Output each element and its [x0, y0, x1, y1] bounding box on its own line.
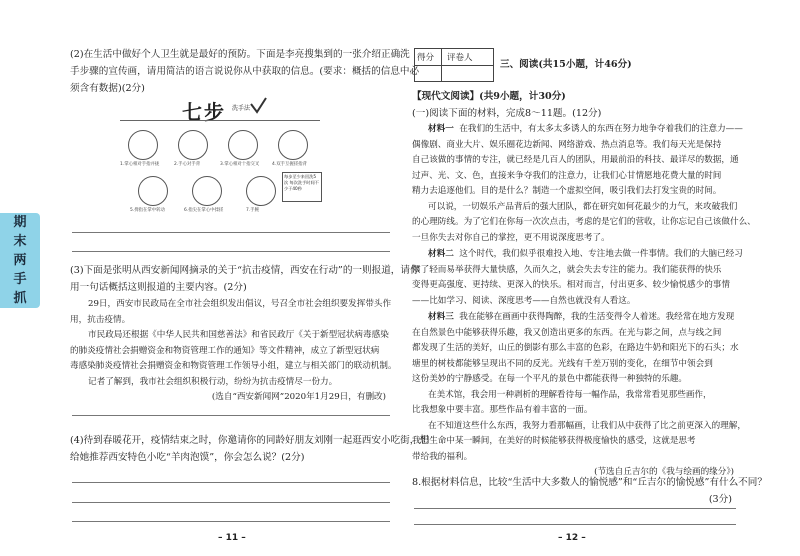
hand-step-icon: [178, 130, 208, 160]
q2-line: 手步骤的宣传画，请用简洁的语言说说你从中获取的信息。(要求：概括的信息中必: [70, 66, 420, 77]
answer-line[interactable]: [72, 482, 390, 483]
material-line: 可以说，一切娱乐产品背后的强大团队，都在研究如何花最少的力气，来攻破我们: [428, 201, 738, 212]
news-line: 毒感染肺炎疫情社会捐赠资金和物资管理工作领导小组，建立与相关部门的联动机制。: [70, 361, 397, 371]
step-caption: 3.掌心相对十指交叉: [220, 162, 260, 167]
q3-line: (3)下面是张明从西安新闻网摘录的关于“抗击疫情，西安在行动”的一则报道，请你: [70, 265, 420, 276]
page-number-left: – 11 –: [218, 533, 246, 543]
q3-line: 用一句话概括这则报道的主要内容。(2分): [70, 282, 247, 293]
material-line: 精力去追逐他们。目的是什么？制造一个虚拟空间，吸引我们去打发宝贵的时间。: [412, 186, 722, 196]
material-2: [412, 247, 743, 309]
side-tab-char: 手: [13, 272, 27, 287]
material-line: 在自然景色中能够获得乐趣，我又创造出更多的东西。在光与影之间，点与线之间: [412, 327, 722, 338]
material-line: 在不知道这些什么东西，我努力看那幅画，让我们从中获得了比之前更深入的理解，: [428, 420, 746, 431]
q4-line: 给她推荐西安特色小吃“羊肉泡馍”，你会怎么说？(2分): [70, 452, 305, 463]
news-line: 的肺炎疫情社会捐赠资金和物资管理工作的通知》等文件精神，成立了新型冠状病: [70, 345, 380, 356]
material-line: 我们生命中某一瞬间，在美好的时候能够获得极度愉快的感受，这就是思考: [412, 436, 696, 446]
material-line: 这份美妙的宁静感受。在每一个平凡的景色中都能获得一种独特的乐趣。: [412, 374, 688, 384]
question-4: [70, 432, 429, 466]
reading-header: [412, 88, 736, 122]
question-3: [70, 262, 420, 296]
answer-line[interactable]: [72, 415, 390, 416]
step-caption: 4.双手互握搓指背: [272, 162, 307, 167]
material-line: 都发现了生活的美好，山丘的倒影有那么丰富的色彩，在路边牛奶和阳光下的石头；水: [412, 343, 739, 353]
hand-step-icon: [228, 130, 258, 160]
page-number-right: – 12 –: [558, 533, 586, 543]
material-line: ——比如学习、阅读、深度思考——自然也就没有人看这。: [412, 295, 636, 306]
side-tab-char: 抓: [13, 291, 27, 306]
q4-line: (4)待到春暖花开，疫情结束之时，你邀请你的同龄好朋友刘刚一起逛西安小吃街，想: [70, 435, 429, 446]
step-caption: 1.掌心相对手指并拢: [120, 162, 160, 167]
side-tab: [0, 213, 40, 308]
side-tab-char: 末: [13, 234, 27, 249]
intro: (一)阅读下面的材料，完成8～11题。(12分): [412, 108, 602, 119]
grader-label: 评卷人: [447, 53, 473, 63]
poster-rule: [120, 120, 320, 121]
news-line: 用，抗击疫情。: [70, 314, 131, 325]
news-line: 记者了解到，我市社会组织积极行动，纷纷为抗击疫情尽一份力。: [88, 376, 338, 387]
answer-line[interactable]: [72, 232, 390, 233]
q8-points: (3分): [708, 494, 732, 505]
side-tab-char: 两: [13, 253, 27, 268]
hand-step-icon: [246, 176, 276, 206]
poster-subtitle: 洗手法: [232, 105, 251, 112]
answer-line[interactable]: [414, 508, 736, 509]
hand-step-icon: [278, 130, 308, 160]
step-caption: 5.拇指在掌中转动: [130, 208, 165, 213]
material-1: [412, 122, 756, 246]
material-line: 自己该做的事情的专注，就已经是几百人的团队，用最前沿的科技、最详尽的数据，通: [412, 155, 739, 165]
material-line: 在美术馆，我会用一种剥析的理解看待每一幅作品，我常常看见那些画作，: [428, 389, 712, 400]
material-line: 我在能够在画画中获得陶醉，我的生活变得令人着迷。我经常在地方发现: [459, 312, 735, 322]
material-line: 变得更高强度、更持续、更深入的快乐。相对而言，付出更多、较少愉悦感少的事情: [412, 280, 730, 290]
hand-step-icon: [128, 130, 158, 160]
question-8: [412, 474, 767, 508]
material-line: 带给我的福利。: [412, 451, 473, 462]
side-tab-char: 期: [13, 215, 27, 230]
answer-line[interactable]: [72, 521, 390, 522]
step-caption: 2.手心对手背: [174, 162, 201, 167]
sub-title: 【现代文阅读】(共9小题，计30分): [412, 91, 566, 102]
material-line: 这个时代，我们似乎很难投入地、专注地去做一件事情。我们的大脑已经习: [459, 249, 743, 259]
answer-line[interactable]: [72, 251, 390, 252]
poster-title: 七步: [182, 100, 226, 124]
news-line: 29日，西安市民政局在全市社会组织发出倡议，号召全市社会组织要发挥带头作: [88, 299, 392, 309]
material-label: 材料一: [428, 124, 454, 134]
material-line: 惯了轻而易举获得大量快感，久而久之，就会失去专注的能力。我们能获得的快乐: [412, 264, 722, 275]
hand-washing-poster: [120, 96, 320, 226]
score-box: [414, 48, 494, 82]
hand-step-icon: [138, 176, 168, 206]
material-line: 过声、光、文、色，直接来争夺我们的注意力，让我们心甘情愿地花费大量的时间: [412, 170, 722, 181]
material-line: 比我想象中要丰富。那些作品有着丰富的一面。: [412, 405, 593, 415]
score-label: 得分: [417, 53, 435, 63]
question-2: [70, 46, 420, 97]
hand-step-icon: [192, 176, 222, 206]
section-title: 三、阅读(共15小题，计46分): [500, 59, 632, 70]
answer-line[interactable]: [72, 502, 390, 503]
material-label: 材料二: [428, 249, 454, 259]
score-divider: [415, 65, 493, 66]
q2-line: (2)在生活中做好个人卫生就是最好的预防。下面是李亮搜集到的一张介绍正确洗: [70, 49, 410, 60]
news-line: 市民政局还根据《中华人民共和国慈善法》和省民政厅《关于新型冠状病毒感染: [88, 330, 389, 340]
material-source: (节选自丘吉尔的《我与绘画的缘分》): [594, 467, 734, 477]
material-line: 偶像剧、商业大片、娱乐圈花边新闻、网络游戏、热点消息等。我们每天光是保持: [412, 139, 722, 150]
material-line: 在我们的生活中，有太多太多诱人的东西在努力地争夺着我们的注意力——: [459, 124, 743, 134]
step-caption: 6.指尖在掌心中揉搓: [184, 208, 224, 213]
poster-note: 每步至少来回洗5次 每次洗手时间不少于40秒: [282, 172, 322, 202]
material-line: 塘里的树枝都能够呈现出不同的反光。光线有千差万别的变化，在细节中领会到: [412, 358, 713, 369]
step-caption: 7.手腕: [246, 208, 259, 213]
news-source: (选自“西安新闻网”2020年1月29日，有删改): [211, 392, 386, 402]
q2-line: 须含有数据)(2分): [70, 83, 145, 94]
material-line: 的心理防线。为了它们在你每一次次点击，考虑的是它们的营收，让你忘记自己该做什么、: [412, 217, 756, 227]
checkmark-icon: [248, 96, 268, 116]
answer-line[interactable]: [414, 524, 736, 525]
material-3: [412, 310, 746, 481]
material-line: 一旦你失去对你自己的掌控，更不用说深度思考了。: [412, 232, 610, 243]
news-excerpt: [70, 297, 397, 406]
q8-line: 8.根据材料信息，比较“生活中大多数人的愉悦感”和“丘吉尔的愉悦感”有什么不同？: [412, 477, 767, 488]
material-label: 材料三: [428, 312, 454, 322]
